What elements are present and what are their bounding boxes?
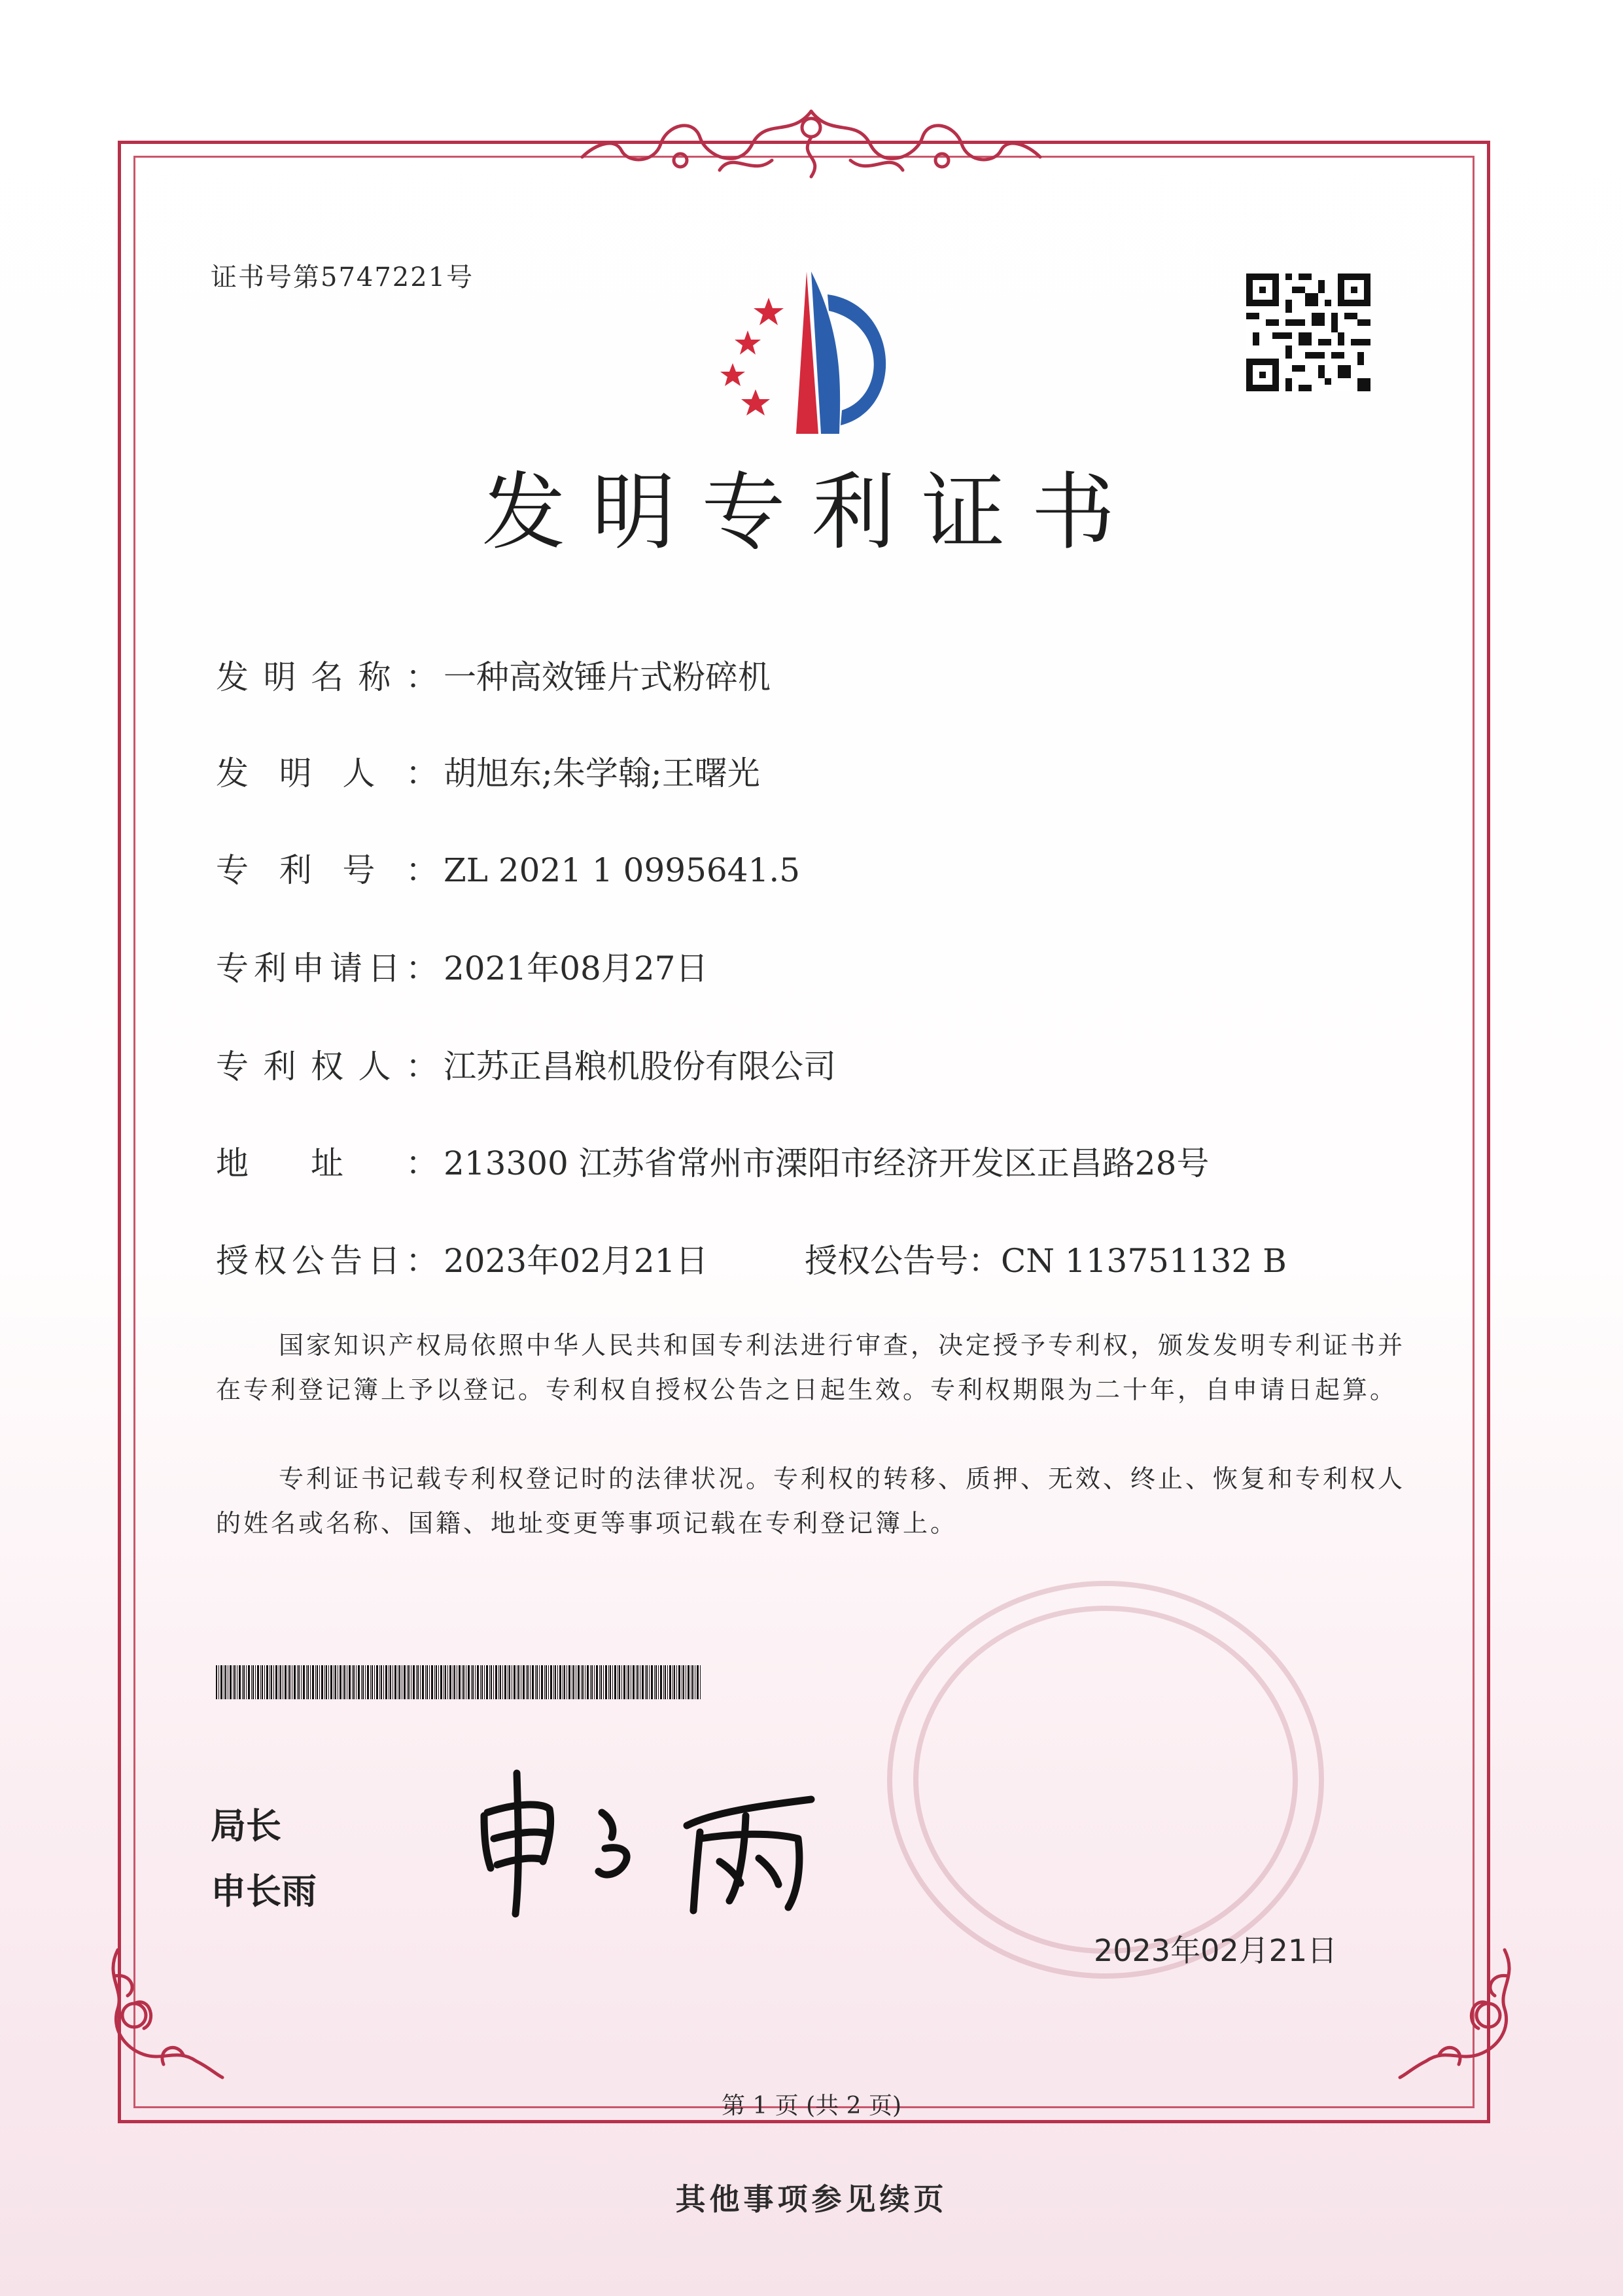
director-signature-icon: [471, 1754, 837, 1924]
field-label: 授权公告号：: [805, 1242, 1001, 1280]
field-value: 胡旭东;朱学翰;王曙光: [444, 754, 760, 792]
field-value: ZL 2021 1 0995641.5: [444, 851, 801, 889]
field-label: 发明人：: [216, 754, 438, 792]
certificate-title: 发明专利证书: [481, 464, 1142, 561]
field-value: 2023年02月21日: [444, 1242, 708, 1280]
director-title: 局长: [211, 1805, 281, 1846]
legal-paragraph-2: 专利证书记载专利权登记时的法律状况。专利权的转移、质押、无效、终止、恢复和专利权人的姓名或名称、国籍、地址变更等事项记载在专利登记簿上。: [216, 1464, 1406, 1538]
footer-note: 其他事项参见续页: [675, 2181, 948, 2217]
field-label: 发明名称：: [216, 658, 438, 696]
bottom-left-ornament-icon: [98, 1937, 229, 2081]
signing-date: 2023年02月21日: [1094, 1933, 1338, 1968]
cnipa-emblem-icon: [690, 258, 939, 448]
field-value: 213300 江苏省常州市溧阳市经济开发区正昌路28号: [444, 1144, 1210, 1182]
field-label: 专利号：: [216, 851, 438, 889]
field-grant-date: [216, 1235, 708, 1282]
field-application-date: [216, 942, 708, 989]
field-grant-number: [805, 1235, 1287, 1282]
legal-paragraph-1: 国家知识产权局依照中华人民共和国专利法进行审查，决定授予专利权，颁发发明专利证书并在专利登记簿上予以登记。专利权自授权公告之日起生效。专利权期限为二十年，自申请日起算。: [216, 1331, 1406, 1404]
field-value: CN 113751132 B: [1001, 1242, 1287, 1280]
field-value: 江苏正昌粮机股份有限公司: [444, 1048, 836, 1086]
field-patentee: [216, 1040, 836, 1087]
field-label: 地址：: [216, 1144, 438, 1182]
field-label: 授权公告日：: [216, 1242, 438, 1280]
field-invention-name: [216, 651, 771, 698]
field-value: 2021年08月27日: [444, 949, 708, 987]
barcode-icon: [216, 1665, 701, 1699]
field-value: 一种高效锤片式粉碎机: [444, 658, 771, 696]
director-name: 申长雨: [211, 1871, 317, 1912]
field-label: 专利申请日：: [216, 949, 438, 987]
qr-code-icon: [1246, 274, 1370, 391]
top-ornament-icon: [556, 98, 1066, 190]
field-address: [216, 1137, 1209, 1184]
field-label: 专利权人：: [216, 1048, 438, 1086]
page-number: 第 1 页 (共 2 页): [721, 2093, 902, 2119]
certificate-number: 证书号第5747221号: [211, 262, 474, 292]
bottom-right-ornament-icon: [1393, 1937, 1524, 2081]
field-patent-number: [216, 844, 800, 891]
field-inventors: [216, 747, 760, 794]
